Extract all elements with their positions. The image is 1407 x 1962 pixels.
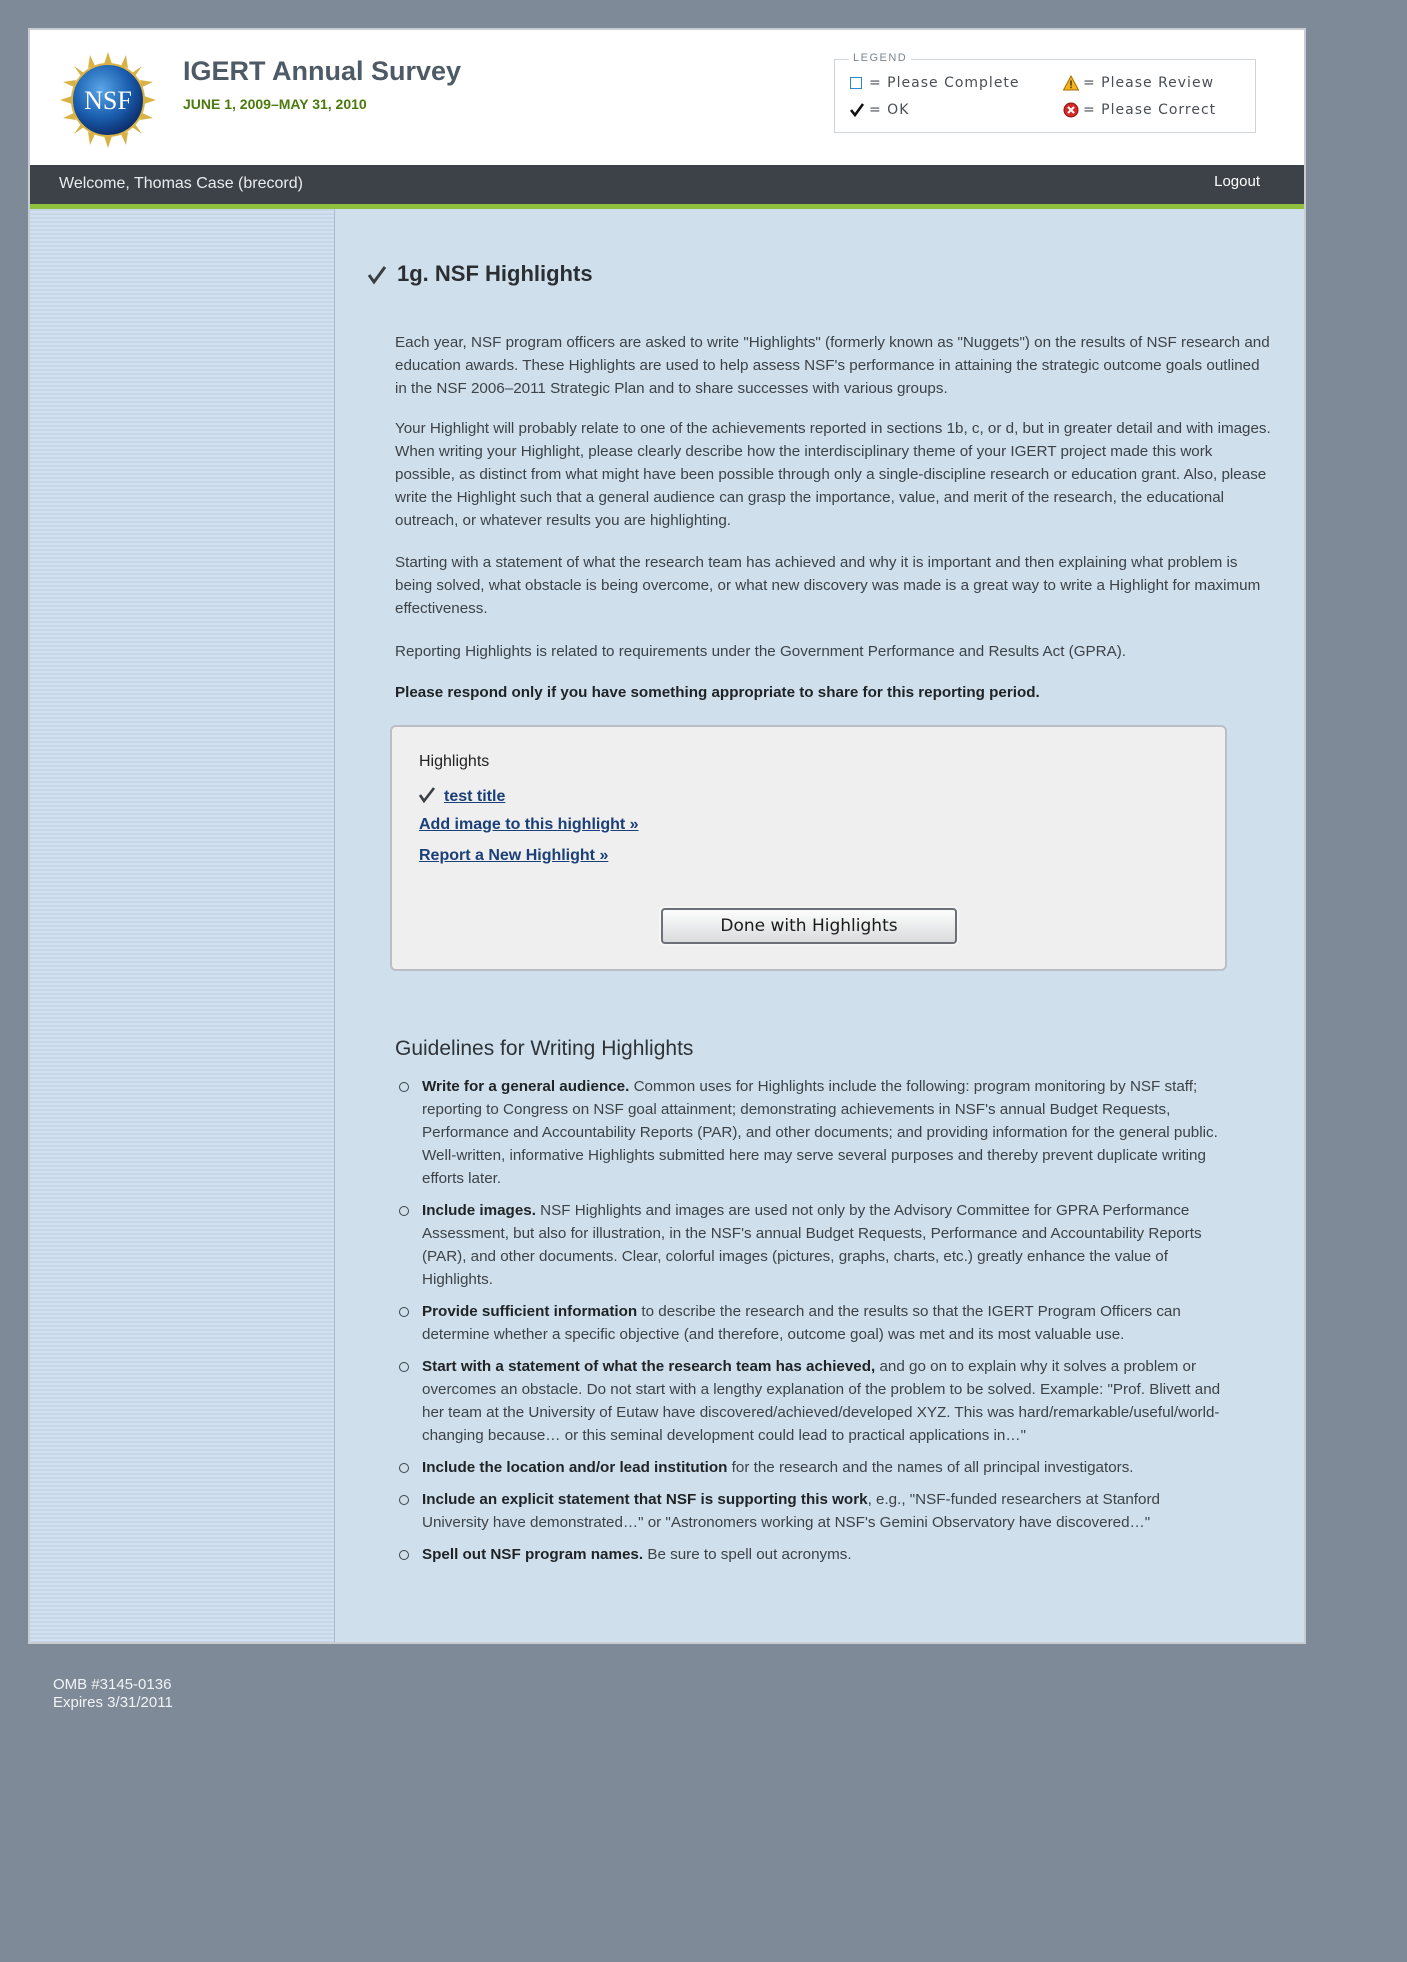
logout-link[interactable]: Logout — [1214, 173, 1260, 190]
guideline-text: Common uses for Highlights include the following: program monitoring by NSF staff; reporting to Congress on NSF goal attainment; demonstrating achievements in NSF's annual Budget Requests, Performance and Accountability Reports (PAR), and other documents; and providing information for the general public. Well-written, informative Highlights submitted here may serve several purposes and thereby prevent duplicate writing efforts later. — [422, 1078, 1218, 1187]
legend-review — [1063, 75, 1214, 91]
guideline-text: and go on to explain why it solves a problem or overcomes an obstacle. Do not start with a lengthy explanation of the problem to be solved. Example: "Prof. Blivett and her team at the University of Eutaw have discovered/achieved/developed XYZ. This was hard/remarkable/useful/world-changing because… or this seminal development could lead to practical applications in…" — [422, 1358, 1221, 1444]
welcome-text: Welcome, Thomas Case (brecord) — [59, 175, 303, 192]
guideline-lead: Start with a statement of what the research team has achieved, — [422, 1358, 876, 1375]
done-with-highlights-button[interactable]: Done with Highlights — [661, 908, 957, 944]
intro-paragraph: Starting with a statement of what the research team has achieved and why it is important and then explaining what problem is being solved, what obstacle is being overcome, or what new discovery was made is a great way to write a Highlight for maximum effectiveness. — [395, 554, 1261, 617]
legend-title: LEGEND — [849, 52, 911, 64]
section-title: 1g. NSF Highlights — [397, 261, 593, 286]
guideline-item — [395, 1355, 1225, 1447]
nsf-logo — [58, 50, 158, 150]
checkmark-icon — [366, 263, 388, 285]
top-nav-bar — [30, 165, 1304, 204]
legend-complete-label: = Please Complete — [869, 75, 1020, 91]
date-range: JUNE 1, 2009–MAY 31, 2010 — [183, 96, 367, 112]
legend — [834, 52, 1256, 133]
legend-complete — [849, 75, 1020, 91]
footer — [53, 1676, 173, 1712]
bullet-circle-icon — [399, 1362, 409, 1372]
survey-frame — [28, 28, 1306, 1644]
intro-paragraph: Your Highlight will probably relate to one of the achievements reported in sections 1b, c, or d, but in greater detail and with images. When writing your Highlight, please clearly describe how the interdisciplinary theme of your IGERT project made this work possible, as distinct from what might have been possible through only a single-discipline research or education grant. Also, please write the Highlight such that a general audience can grasp the importance, value, and merit of the research, the educational outreach, or whatever results you are highlighting. — [395, 420, 1271, 529]
app-title: IGERT Annual Survey — [183, 56, 462, 86]
guideline-lead: Write for a general audience. — [422, 1078, 630, 1095]
intro-paragraph: Reporting Highlights is related to requirements under the Government Performance and Results Act (GPRA). — [395, 643, 1127, 660]
checkmark-icon — [849, 102, 865, 118]
report-new-highlight-link[interactable]: Report a New Highlight » — [419, 847, 609, 864]
guideline-item — [395, 1543, 1225, 1566]
warning-icon — [1063, 75, 1079, 91]
guideline-lead: Spell out NSF program names. — [422, 1546, 644, 1563]
omb-number: OMB #3145-0136 — [53, 1676, 172, 1693]
expiration-date: Expires 3/31/2011 — [53, 1694, 173, 1711]
svg-text:NSF: NSF — [84, 86, 132, 115]
guideline-lead: Include an explicit statement that NSF is supporting this work — [422, 1491, 868, 1508]
bullet-circle-icon — [399, 1550, 409, 1560]
legend-correct-label: = Please Correct — [1083, 102, 1217, 118]
empty-square-icon — [849, 75, 865, 91]
bullet-circle-icon — [399, 1206, 409, 1216]
bullet-circle-icon — [399, 1495, 409, 1505]
legend-correct — [1063, 102, 1216, 118]
guideline-item — [395, 1199, 1225, 1291]
guidelines-title: Guidelines for Writing Highlights — [395, 1037, 694, 1060]
header — [30, 30, 1304, 165]
guideline-text: Be sure to spell out acronyms. — [643, 1546, 852, 1563]
highlights-heading: Highlights — [419, 753, 490, 770]
sidebar — [30, 209, 335, 1642]
legend-ok-label: = OK — [869, 102, 910, 118]
guideline-item — [395, 1300, 1225, 1346]
guideline-text: NSF Highlights and images are used not only by the Advisory Committee for GPRA Performance Assessment, but also for illustration, in the NSF's annual Budget Requests, Performance and Accountability Reports (PAR), and other documents. Clear, colorful images (pictures, graphs, charts, etc.) greatly enhance the value of Highlights. — [422, 1202, 1202, 1288]
checkmark-icon — [418, 785, 436, 803]
guideline-lead: Include the location and/or lead institution — [422, 1459, 728, 1476]
error-icon — [1063, 102, 1079, 118]
intro-paragraph: Each year, NSF program officers are asked to write "Highlights" (formerly known as "Nuggets") on the results of NSF research and education awards. These Highlights are used to help assess NSF's performance in attaining the strategic outcome goals outlined in the NSF 2006–2011 Strategic Plan and to share successes with various groups. — [395, 334, 1270, 397]
guideline-item — [395, 1075, 1225, 1190]
respond-note: Please respond only if you have something appropriate to share for this reporting period. — [395, 684, 1040, 701]
guideline-item — [395, 1488, 1225, 1534]
guideline-item — [395, 1456, 1225, 1479]
main-content — [335, 209, 1304, 1642]
bullet-circle-icon — [399, 1307, 409, 1317]
legend-review-label: = Please Review — [1083, 75, 1215, 91]
guideline-lead: Include images. — [422, 1202, 536, 1219]
highlight-item-link[interactable]: test title — [444, 788, 506, 805]
guideline-lead: Provide sufficient information — [422, 1303, 638, 1320]
bullet-circle-icon — [399, 1082, 409, 1092]
guidelines-list — [395, 1075, 1225, 1575]
guideline-text: to describe the research and the results so that the IGERT Program Officers can determine whether a specific objective (and therefore, outcome goal) was met and its most valuable use. — [422, 1303, 1181, 1343]
guideline-text: , e.g., "NSF-funded researchers at Stanford University have demonstrated…" or "Astronomers working at NSF's Gemini Observatory have discovered…" — [422, 1491, 1160, 1531]
guideline-text: for the research and the names of all principal investigators. — [727, 1459, 1134, 1476]
highlights-box — [390, 725, 1227, 971]
bullet-circle-icon — [399, 1463, 409, 1473]
add-image-link[interactable]: Add image to this highlight » — [419, 816, 639, 833]
legend-ok — [849, 102, 909, 118]
